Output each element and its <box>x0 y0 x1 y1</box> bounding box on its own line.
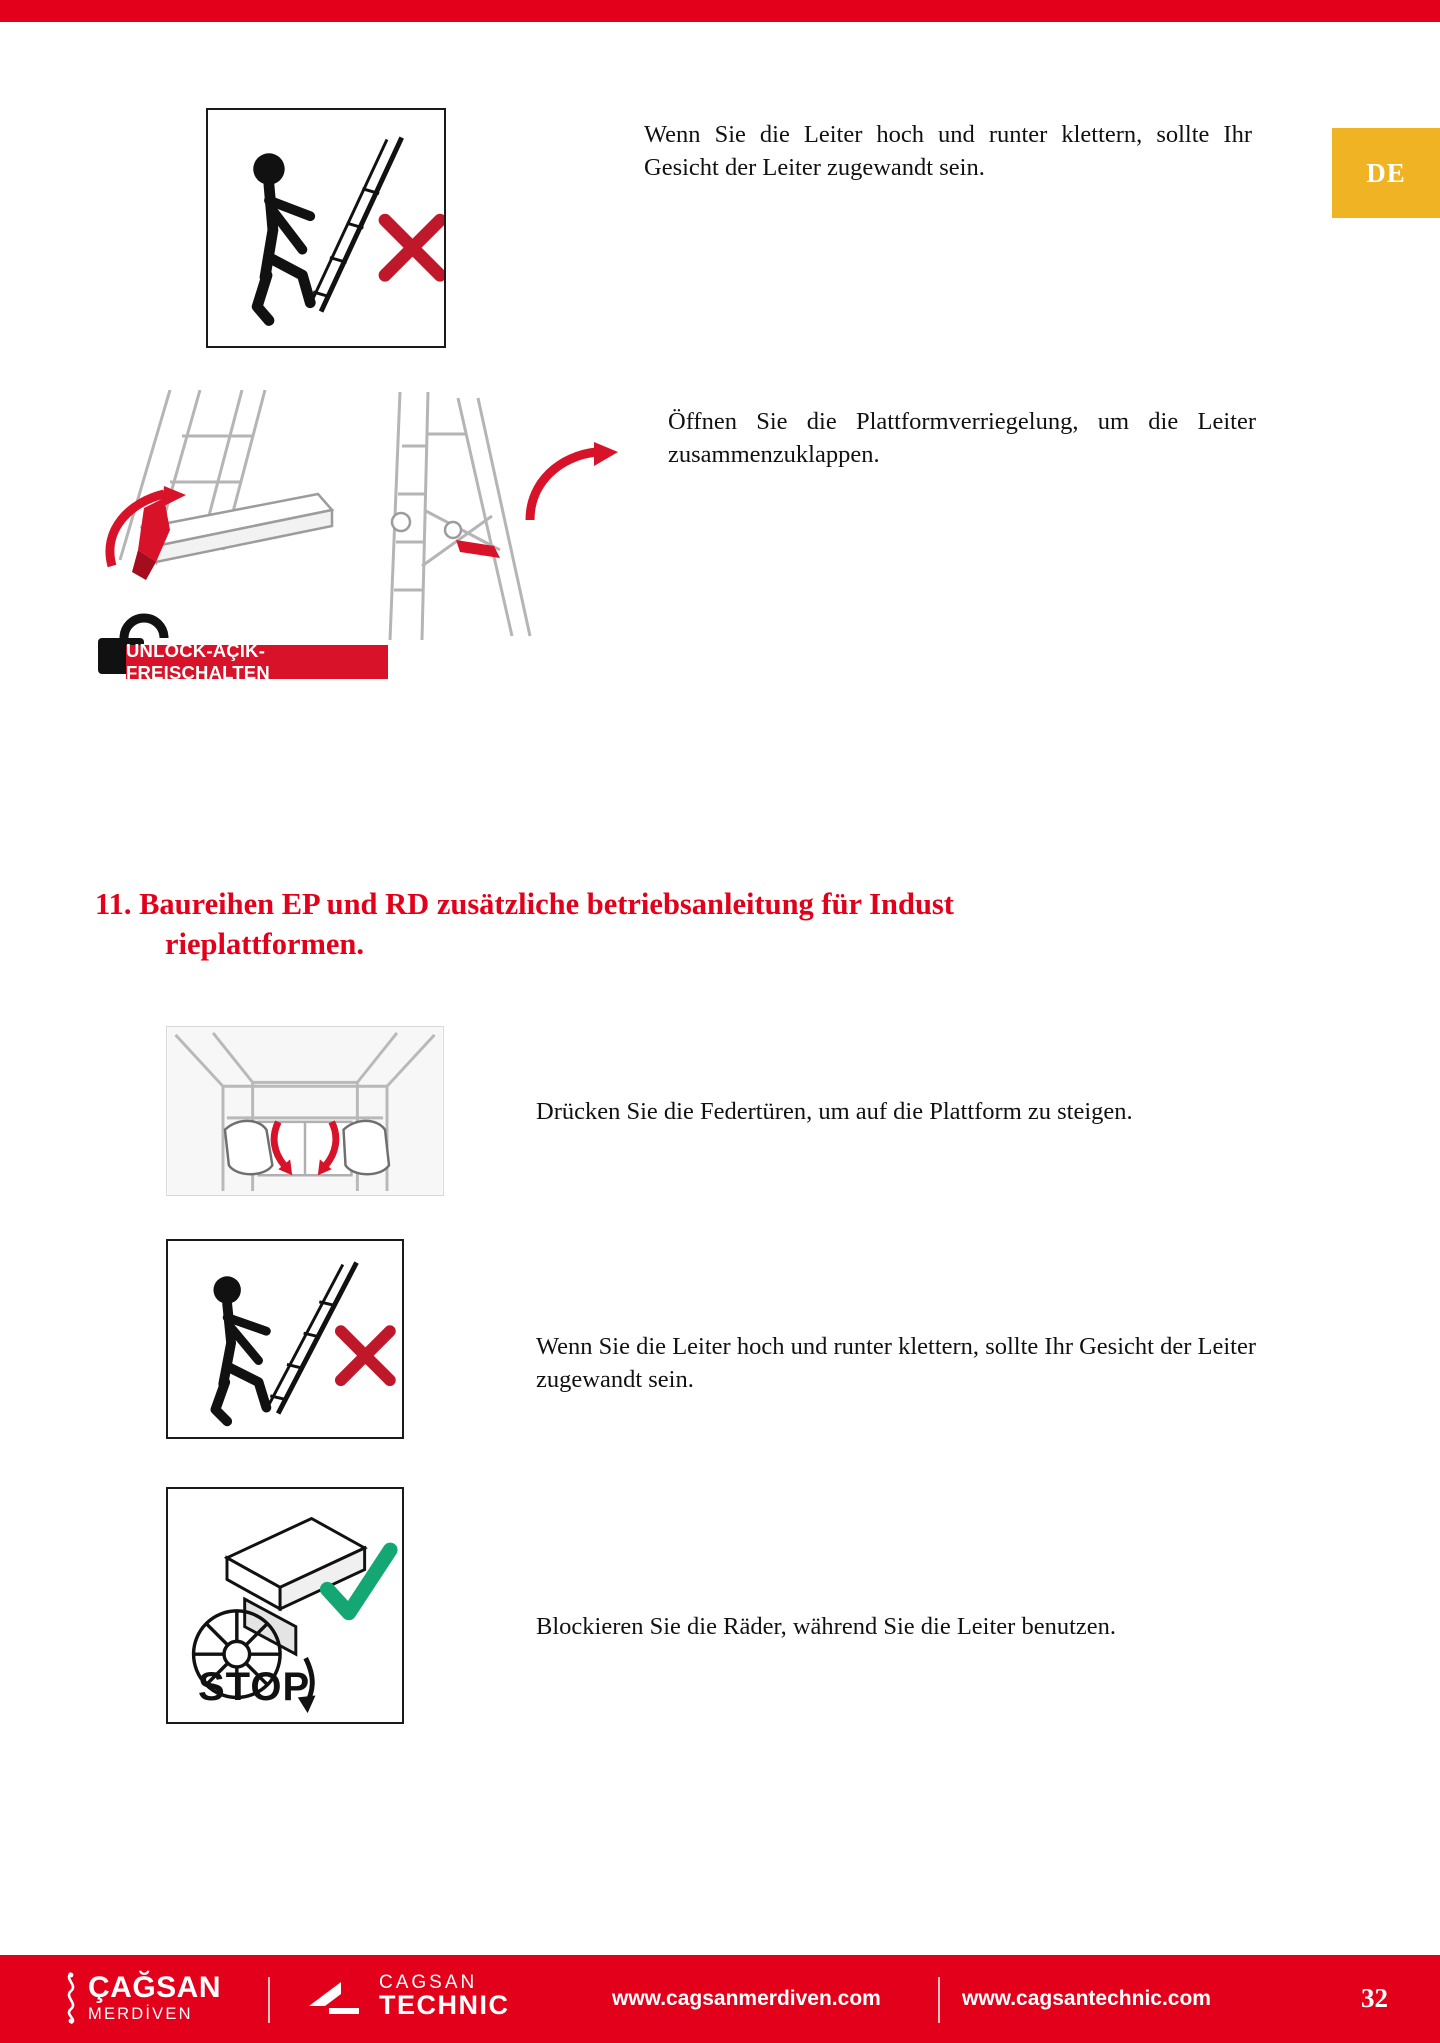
section-heading-line2: rieplattformen. <box>165 926 365 961</box>
footer-divider-1 <box>268 1977 270 2023</box>
brand-cagsan-technic <box>305 1973 510 2020</box>
section-heading <box>95 885 1275 964</box>
figure-platform-unlock <box>60 390 660 700</box>
unlock-label: UNLOCK-AÇIK-FREISCHALTEN <box>126 645 388 679</box>
brand-technic-sub: TECHNIC <box>379 1990 510 2021</box>
caption-unlock: Öffnen Sie die Plattformverriegelung, um die Leiter zusammenzuklappen. <box>668 408 1256 469</box>
brand-cagsan-merdiven <box>62 1971 221 2025</box>
cagsan-logo-icon <box>62 1971 80 2025</box>
figure-spring-doors <box>166 1026 444 1196</box>
page-footer <box>0 1955 1440 2043</box>
figure-climb-warning-1 <box>206 108 446 348</box>
hands-pushing-spring-doors-icon <box>167 1027 443 1195</box>
footer-divider-2 <box>938 1977 940 2023</box>
caption-wheel-block: Blockieren Sie die Räder, während Sie die Leiter benutzen. <box>536 1613 1116 1640</box>
page-number: 32 <box>1361 1983 1388 2013</box>
figure-wheel-block <box>166 1487 404 1724</box>
top-red-bar <box>0 0 1440 22</box>
footer-url-merdiven[interactable]: www.cagsanmerdiven.com <box>612 1987 881 2010</box>
caption-climb-1: Wenn Sie die Leiter hoch und runter klettern, sollte Ihr Gesicht der Leiter zugewandt sein. <box>644 121 1252 182</box>
person-climbing-ladder-wrong-way-icon <box>168 1241 402 1437</box>
stop-label: STOP <box>198 1665 311 1709</box>
figure-climb-warning-2 <box>166 1239 404 1439</box>
brand-cagsan-sub: MERDİVEN <box>88 2005 193 2024</box>
caption-spring-doors: Drücken Sie die Federtüren, um auf die Plattform zu steigen. <box>536 1098 1133 1125</box>
language-tab-de: DE <box>1332 128 1440 218</box>
brand-technic-name: CAGSAN <box>379 1972 478 1993</box>
brand-cagsan-name: ÇAĞSAN <box>88 1971 222 2005</box>
section-heading-line1: 11. Baureihen EP und RD zusätzliche betriebsanleitung für Indust <box>95 887 954 921</box>
person-climbing-ladder-wrong-way-icon <box>208 110 444 346</box>
footer-url-technic[interactable]: www.cagsantechnic.com <box>962 1987 1211 2010</box>
technic-logo-icon <box>305 1976 367 2016</box>
caption-climb-2: Wenn Sie die Leiter hoch und runter klettern, sollte Ihr Gesicht der Leiter zugewandt sein. <box>536 1333 1256 1394</box>
